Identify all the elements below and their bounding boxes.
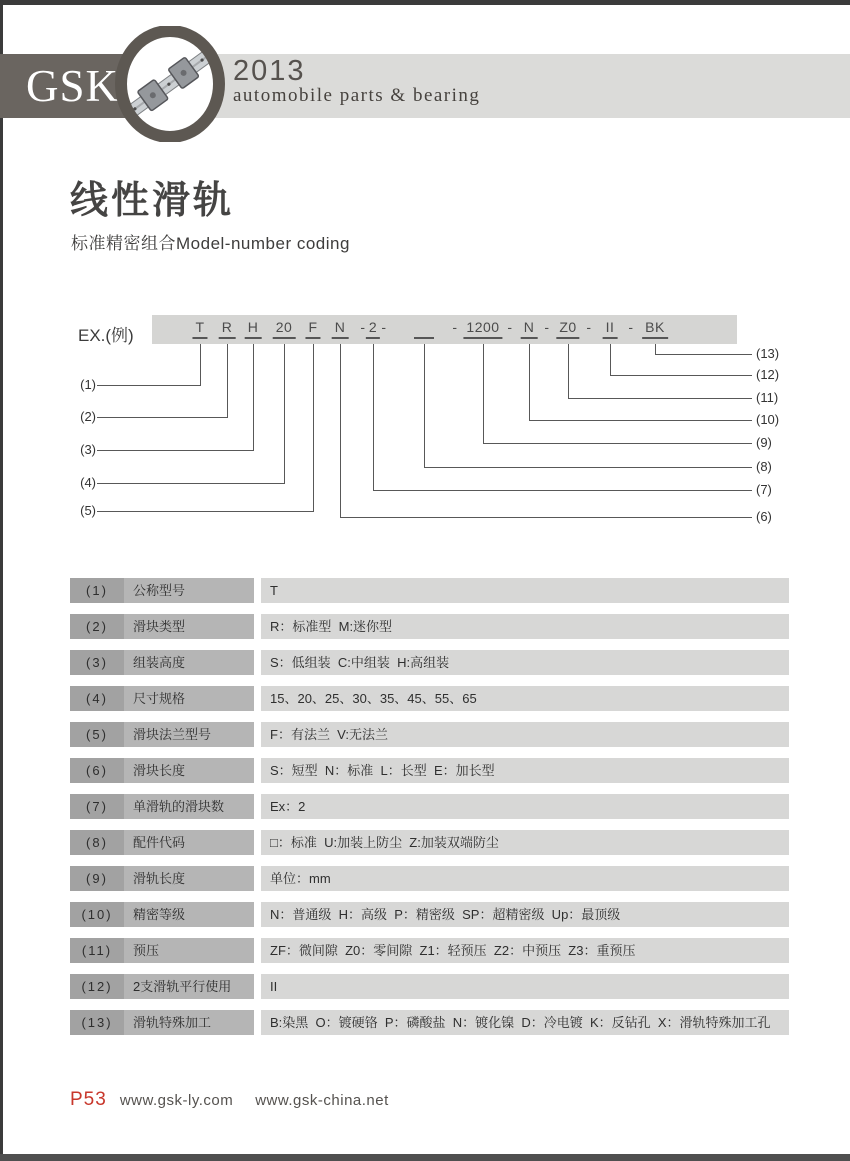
connector-line — [529, 344, 530, 421]
table-row — [70, 794, 789, 819]
website-url: www.gsk-china.net — [255, 1092, 389, 1109]
row-value: S：低组装 C:中组装 H:高组装 — [261, 650, 789, 675]
table-row — [70, 830, 789, 855]
row-number: (10) — [70, 902, 124, 927]
code-token-F: F — [305, 318, 320, 339]
catalog-tagline: automobile parts & bearing — [233, 85, 481, 106]
row-label: 滑块长度 — [124, 758, 254, 783]
row-value: B:染黑 O：镀硬铬 P：磷酸盐 N：镀化镍 D：冷电镀 K：反钻孔 X：滑轨特殊加工孔 — [261, 1010, 789, 1035]
connector-line — [253, 344, 254, 451]
connector-line — [313, 344, 314, 512]
connector-line — [655, 354, 752, 355]
website-url: www.gsk-ly.com — [119, 1092, 234, 1109]
row-number: (1) — [70, 578, 124, 603]
code-token-N: N — [521, 318, 538, 339]
row-number: (12) — [70, 974, 124, 999]
table-row — [70, 578, 789, 603]
page-number: P53 — [70, 1089, 107, 1110]
connector-line — [373, 344, 374, 491]
connector-line — [200, 344, 201, 386]
ref-label-(1): (1) — [80, 377, 96, 392]
row-number: (13) — [70, 1010, 124, 1035]
ref-label-(5): (5) — [80, 503, 96, 518]
connector-line — [424, 467, 752, 468]
connector-line — [227, 344, 228, 418]
row-number: (5) — [70, 722, 124, 747]
row-value: 15、20、25、30、35、45、55、65 — [261, 686, 789, 711]
ref-label-(9): (9) — [756, 435, 772, 450]
table-row — [70, 722, 789, 747]
ref-label-(6): (6) — [756, 509, 772, 524]
row-value: T — [261, 578, 789, 603]
connector-line — [340, 517, 752, 518]
row-number: (9) — [70, 866, 124, 891]
row-value: S：短型 N：标准 L：长型 E：加长型 — [261, 758, 789, 783]
table-row — [70, 650, 789, 675]
row-value: N：普通级 H：高级 P：精密级 SP：超精密级 Up：最顶级 — [261, 902, 789, 927]
ref-label-(8): (8) — [756, 459, 772, 474]
row-label: 滑块类型 — [124, 614, 254, 639]
table-row — [70, 938, 789, 963]
connector-line — [483, 344, 484, 444]
code-token-1200: 1200 — [463, 318, 502, 339]
row-label: 2支滑轨平行使用 — [124, 974, 254, 999]
connector-line — [483, 443, 752, 444]
coding-table — [70, 578, 789, 1046]
code-token--: - — [452, 319, 458, 335]
code-token--: - — [628, 319, 634, 335]
table-row — [70, 974, 789, 999]
page-footer — [70, 1089, 389, 1111]
page-border-top — [0, 0, 850, 5]
row-number: (8) — [70, 830, 124, 855]
page-border-left — [0, 0, 3, 1161]
row-number: (7) — [70, 794, 124, 819]
ref-label-(11): (11) — [756, 390, 779, 405]
code-token-20: 20 — [273, 318, 296, 339]
example-label: EX.(例) — [78, 326, 134, 345]
row-label: 滑块法兰型号 — [124, 722, 254, 747]
row-value: II — [261, 974, 789, 999]
row-label: 配件代码 — [124, 830, 254, 855]
code-token--: - — [544, 319, 550, 335]
page-subtitle: 标准精密组合Model-number coding — [71, 234, 350, 253]
row-label: 组装高度 — [124, 650, 254, 675]
ref-label-(12): (12) — [756, 367, 780, 382]
connector-line — [97, 417, 227, 418]
connector-line — [610, 344, 611, 376]
code-token-II: II — [603, 318, 618, 339]
row-number: (3) — [70, 650, 124, 675]
connector-line — [97, 450, 253, 451]
table-row — [70, 902, 789, 927]
ref-label-(3): (3) — [80, 442, 96, 457]
code-token-Z0: Z0 — [556, 318, 579, 339]
ref-label-(2): (2) — [80, 409, 96, 424]
table-row — [70, 686, 789, 711]
row-value: F：有法兰 V:无法兰 — [261, 722, 789, 747]
table-row — [70, 614, 789, 639]
code-token--: - — [381, 319, 387, 335]
ref-label-(4): (4) — [80, 475, 96, 490]
connector-line — [424, 344, 425, 468]
page-title: 线性滑轨 — [70, 180, 235, 222]
code-token--: - — [360, 319, 366, 335]
connector-line — [529, 420, 752, 421]
code-token-H: H — [245, 318, 262, 339]
row-label: 尺寸规格 — [124, 686, 254, 711]
code-token-BK: BK — [642, 318, 668, 339]
linear-rail-icon — [115, 26, 225, 147]
code-token-N: N — [332, 318, 349, 339]
row-value: Ex：2 — [261, 794, 789, 819]
connector-line — [610, 375, 752, 376]
row-value: □：标准 U:加装上防尘 Z:加装双端防尘 — [261, 830, 789, 855]
page-border-bottom — [0, 1154, 850, 1161]
code-token-T: T — [192, 318, 207, 339]
row-label: 公称型号 — [124, 578, 254, 603]
code-token--: - — [586, 319, 592, 335]
connector-line — [284, 344, 285, 484]
connector-line — [97, 511, 313, 512]
code-token--: - — [507, 319, 513, 335]
row-value: R：标准型 M:迷你型 — [261, 614, 789, 639]
code-token-R: R — [219, 318, 236, 339]
row-label: 滑轨特殊加工 — [124, 1010, 254, 1035]
connector-line — [97, 483, 284, 484]
code-token-2: 2 — [366, 318, 380, 339]
connector-line — [340, 344, 341, 518]
brand-logo-text: GSK — [26, 61, 120, 111]
row-value: ZF：微间隙 Z0：零间隙 Z1：轻预压 Z2：中预压 Z3：重预压 — [261, 938, 789, 963]
catalog-year: 2013 — [233, 55, 306, 87]
code-token-blank — [414, 318, 434, 339]
table-row — [70, 758, 789, 783]
row-label: 滑轨长度 — [124, 866, 254, 891]
row-number: (6) — [70, 758, 124, 783]
table-row — [70, 866, 789, 891]
row-label: 单滑轨的滑块数 — [124, 794, 254, 819]
connector-line — [373, 490, 752, 491]
row-number: (2) — [70, 614, 124, 639]
connector-line — [97, 385, 200, 386]
ref-label-(13): (13) — [756, 346, 780, 361]
ref-label-(7): (7) — [756, 482, 772, 497]
connector-line — [568, 344, 569, 399]
row-number: (11) — [70, 938, 124, 963]
ref-label-(10): (10) — [756, 412, 780, 427]
connector-line — [568, 398, 752, 399]
row-value: 单位：mm — [261, 866, 789, 891]
row-label: 精密等级 — [124, 902, 254, 927]
row-number: (4) — [70, 686, 124, 711]
table-row — [70, 1010, 789, 1035]
row-label: 预压 — [124, 938, 254, 963]
